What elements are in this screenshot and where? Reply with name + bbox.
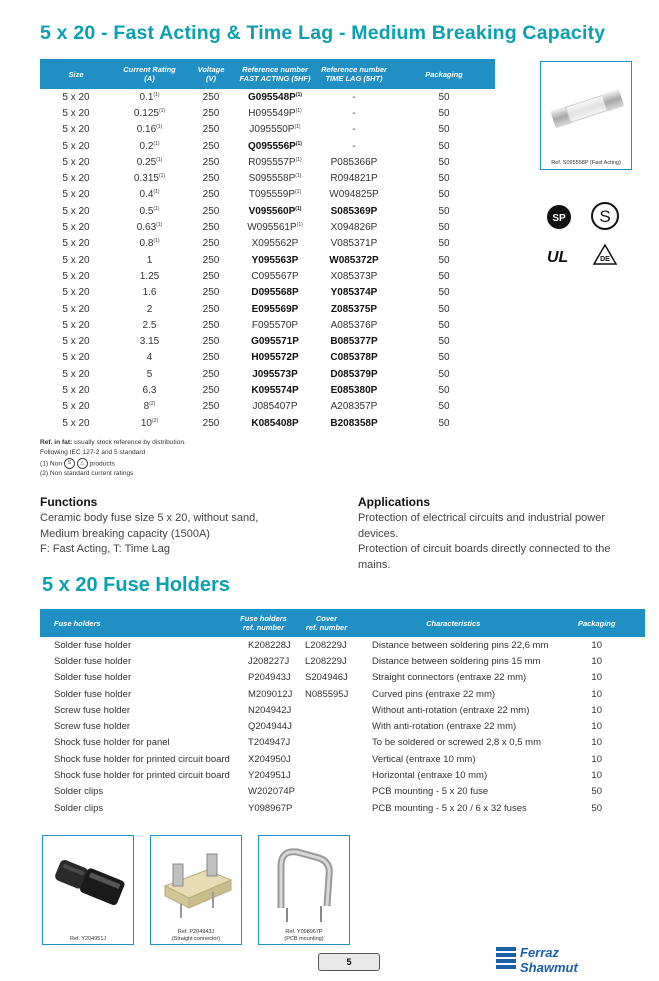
cell-voltage: 250 xyxy=(202,287,220,299)
ferraz-shawmut-logo xyxy=(496,943,631,975)
footnote-mark: (1) xyxy=(295,156,302,163)
cell-holder-name: Solder clips xyxy=(54,786,104,798)
cell-rating: 0.2$^{(1)}$ xyxy=(139,140,160,152)
shock-fuse-holder-image xyxy=(43,836,133,928)
cell-packaging: 50 xyxy=(438,91,450,103)
cell-cover-ref xyxy=(295,767,358,783)
cell-packaging: 50 xyxy=(438,156,450,168)
applications-line: mains. xyxy=(358,558,391,571)
cell-rating: 2 xyxy=(146,303,153,315)
cell-rating: 0.8$^{(1)}$ xyxy=(139,238,160,250)
cell-cover-ref xyxy=(295,718,358,734)
cell-fast-ref: H095572P xyxy=(251,352,299,364)
footnote-mark: (1) xyxy=(295,140,302,147)
svg-text:Ferraz: Ferraz xyxy=(520,945,560,960)
cell-lag-ref: Y085374P xyxy=(330,287,378,299)
col-lag-ref: Reference number TIME LAG (5HT) xyxy=(315,59,393,89)
fuse-row xyxy=(40,301,495,317)
photo-p204943j xyxy=(150,835,242,945)
col-holder-name: Fuse holders xyxy=(40,609,232,637)
cell-holder-name: Solder fuse holder xyxy=(54,639,132,651)
svg-text:Shawmut: Shawmut xyxy=(520,960,578,975)
cell-voltage: 250 xyxy=(202,384,220,396)
cell-fast-ref: K095574P xyxy=(251,384,299,396)
cell-size: 5 x 20 xyxy=(62,352,90,364)
cell-characteristics: To be soldered or screwed 2,8 x 0,5 mm xyxy=(372,737,541,749)
cell-holder-ref: T204947J xyxy=(248,737,291,749)
cell-packaging: 50 xyxy=(438,401,450,413)
product-image xyxy=(540,61,632,170)
footnote-mark: (1) xyxy=(153,205,160,212)
cell-characteristics: Horizontal (entraxe 10 mm) xyxy=(372,770,488,782)
cell-size: 5 x 20 xyxy=(62,270,90,282)
cell-voltage: 250 xyxy=(202,368,220,380)
cell-holder-name: Solder fuse holder xyxy=(54,655,132,667)
cell-size: 5 x 20 xyxy=(62,417,90,429)
col-holder-packaging: Packaging xyxy=(548,609,645,637)
cell-voltage: 250 xyxy=(202,189,220,201)
cell-voltage: 250 xyxy=(202,303,220,315)
cell-size: 5 x 20 xyxy=(62,91,90,103)
cell-size: 5 x 20 xyxy=(62,384,90,396)
fuse-photo xyxy=(541,62,631,154)
cell-holder-packaging: 50 xyxy=(591,802,602,814)
applications-line: Protection of electrical circuits and industrial power xyxy=(358,512,606,524)
fuse-row xyxy=(40,219,495,235)
cell-packaging: 50 xyxy=(438,270,450,282)
cell-holder-ref: N204942J xyxy=(248,704,292,716)
cell-voltage: 250 xyxy=(202,238,220,250)
cell-voltage: 250 xyxy=(202,107,220,119)
applications-heading: Applications xyxy=(358,495,431,509)
photo-y098967p xyxy=(258,835,350,945)
fuse-row xyxy=(40,268,495,284)
cell-holder-packaging: 10 xyxy=(591,688,602,700)
cell-characteristics: PCB mounting - 5 x 20 fuse xyxy=(372,786,489,798)
cell-fast-ref: F095570P xyxy=(251,319,299,331)
cell-lag-ref: W094825P xyxy=(329,189,379,201)
col-size: Size xyxy=(40,59,112,89)
cell-holder-ref: Y204951J xyxy=(248,770,291,782)
cell-holder-ref: Q204944J xyxy=(248,721,292,733)
cell-characteristics: Distance between soldering pins 22,6 mm xyxy=(372,639,549,651)
fuse-row xyxy=(40,170,495,186)
cell-size: 5 x 20 xyxy=(62,287,90,299)
cell-size: 5 x 20 xyxy=(62,336,90,348)
holder-row xyxy=(40,767,645,783)
cell-holder-packaging: 50 xyxy=(591,786,602,798)
cell-characteristics: Straight connectors (entraxe 22 mm) xyxy=(372,672,527,684)
cell-lag-ref: A085376P xyxy=(330,319,378,331)
cell-size: 5 x 20 xyxy=(62,107,90,119)
cell-fast-ref: $T095559P^{(1)}$ xyxy=(248,189,302,201)
cell-fast-ref: $H095549P^{(1)}$ xyxy=(248,107,302,119)
cell-lag-ref: E085380P xyxy=(330,384,378,396)
cell-size: 5 x 20 xyxy=(62,205,90,217)
holder-table-header xyxy=(40,609,645,637)
cell-cover-ref xyxy=(295,735,358,751)
cell-characteristics: Vertical (entraxe 10 mm) xyxy=(372,753,476,765)
fuse-row xyxy=(40,333,495,349)
cell-fast-ref: Y095563P xyxy=(251,254,299,266)
fuse-row xyxy=(40,252,495,268)
cell-fast-ref: $J095550P^{(1)}$ xyxy=(249,124,301,136)
holder-row xyxy=(40,751,645,767)
note-iec: Following IEC 127-2 and 5 standard xyxy=(40,449,146,456)
cell-size: 5 x 20 xyxy=(62,319,90,331)
cell-holder-packaging: 10 xyxy=(591,655,602,667)
cell-rating: 0.5$^{(1)}$ xyxy=(139,205,160,217)
col-holder-ref: Fuse holders ref. number xyxy=(232,609,295,637)
footnote-mark: (1) xyxy=(158,107,166,114)
col-voltage: Voltage (V) xyxy=(187,59,235,89)
cell-packaging: 50 xyxy=(438,173,450,185)
cell-lag-ref: - xyxy=(352,91,356,103)
holder-row xyxy=(40,686,645,702)
cell-lag-ref: R094821P xyxy=(330,173,378,185)
functions-line: Ceramic body fuse size 5 x 20, without sand, xyxy=(40,512,259,524)
footnote-mark: (1) xyxy=(156,156,163,163)
cell-packaging: 50 xyxy=(438,107,450,119)
cell-rating: 5 xyxy=(146,368,153,380)
col-characteristics: Characteristics xyxy=(358,609,548,637)
holder-row xyxy=(40,718,645,734)
solder-clip-image xyxy=(259,836,349,928)
cell-rating: 3.15 xyxy=(139,336,160,348)
fuse-row xyxy=(40,382,495,398)
cell-holder-ref: X204950J xyxy=(248,753,291,765)
holder-row xyxy=(40,702,645,718)
cell-lag-ref: C085378P xyxy=(330,352,378,364)
footnote-mark: (1) xyxy=(295,107,302,114)
cell-voltage: 250 xyxy=(202,173,220,185)
cell-voltage: 250 xyxy=(202,319,220,331)
cell-voltage: 250 xyxy=(202,336,220,348)
fuse-row xyxy=(40,415,495,431)
footnote-mark: (1) xyxy=(153,91,160,98)
cell-rating: 0.16$^{(1)}$ xyxy=(136,124,163,136)
cell-characteristics: Distance between soldering pins 15 mm xyxy=(372,655,541,667)
cell-rating: 0.315$^{(1)}$ xyxy=(133,173,166,185)
page-number: 5 xyxy=(318,953,380,971)
cell-size: 5 x 20 xyxy=(62,303,90,315)
applications-body xyxy=(358,511,611,573)
product-image-caption: Ref. S095558P (Fast Acting) xyxy=(551,160,621,166)
cell-cover-ref xyxy=(295,702,358,718)
cell-fast-ref: J085407P xyxy=(252,401,298,413)
cell-packaging: 50 xyxy=(438,254,450,266)
photo-caption: Ref. Y098967P (PCB mounting) xyxy=(284,929,324,942)
cell-size: 5 x 20 xyxy=(62,156,90,168)
footnote-mark: (2) xyxy=(149,401,156,408)
cell-lag-ref: P085366P xyxy=(330,156,378,168)
footnote-mark: (1) xyxy=(295,189,302,196)
applications-line: devices. xyxy=(358,527,399,540)
ul-icon xyxy=(544,244,578,268)
cell-rating: 8$^{(2)}$ xyxy=(143,401,156,413)
holder-row xyxy=(40,670,645,686)
cell-packaging: 50 xyxy=(438,140,450,152)
cell-holder-packaging: 10 xyxy=(591,721,602,733)
cell-holder-name: Screw fuse holder xyxy=(54,704,131,716)
cell-size: 5 x 20 xyxy=(62,401,90,413)
cell-packaging: 50 xyxy=(438,417,450,429)
cell-cover-ref: L208229J xyxy=(305,655,347,667)
cell-rating: 0.1$^{(1)}$ xyxy=(139,91,160,103)
cell-rating: 2.5 xyxy=(142,319,157,331)
cell-fast-ref: X095562P xyxy=(251,238,299,250)
cell-lag-ref: A208357P xyxy=(330,401,378,413)
csa-icon xyxy=(545,203,573,231)
cell-rating: 6.3 xyxy=(142,384,157,396)
svg-text:SP: SP xyxy=(552,213,566,224)
cell-rating: 0.25$^{(1)}$ xyxy=(136,156,163,168)
cell-packaging: 50 xyxy=(438,319,450,331)
cell-cover-ref: L208229J xyxy=(305,639,347,651)
cell-fast-ref: G095571P xyxy=(251,336,299,348)
cell-holder-packaging: 10 xyxy=(591,704,602,716)
cell-size: 5 x 20 xyxy=(62,222,90,234)
holder-row xyxy=(40,800,645,816)
cell-size: 5 x 20 xyxy=(62,368,90,380)
fuse-row xyxy=(40,105,495,121)
col-rating: Current Rating (A) xyxy=(112,59,187,89)
cell-holder-name: Shock fuse holder for printed circuit board xyxy=(54,753,230,765)
note-2: (2) Non standard current ratings xyxy=(40,470,134,478)
fuse-row xyxy=(40,154,495,170)
cell-voltage: 250 xyxy=(202,254,220,266)
svg-text:S: S xyxy=(599,207,611,226)
cell-lag-ref: - xyxy=(352,140,356,152)
cell-rating: 0.125$^{(1)}$ xyxy=(133,107,166,119)
holder-table xyxy=(40,609,645,816)
photo-caption: Ref. Y204951J xyxy=(69,935,107,942)
footnote-mark: (1) xyxy=(296,222,303,229)
cell-fast-ref: $W095561P^{(1)}$ xyxy=(247,222,303,234)
s-mark-icon xyxy=(590,201,620,231)
cell-packaging: 50 xyxy=(438,124,450,136)
cell-holder-ref: W202074P xyxy=(248,786,296,798)
cell-characteristics: Curved pins (entraxe 22 mm) xyxy=(372,688,496,700)
cell-voltage: 250 xyxy=(202,140,220,152)
cell-size: 5 x 20 xyxy=(62,124,90,136)
cell-voltage: 250 xyxy=(202,91,220,103)
cell-holder-packaging: 10 xyxy=(591,672,602,684)
cell-voltage: 250 xyxy=(202,124,220,136)
cell-rating: 10$^{(2)}$ xyxy=(140,417,159,429)
solder-fuse-holder-image xyxy=(151,836,241,928)
cell-voltage: 250 xyxy=(202,222,220,234)
fuse-row xyxy=(40,122,495,138)
col-packaging: Packaging xyxy=(393,59,495,89)
cell-lag-ref: V085371P xyxy=(330,238,378,250)
footnote-mark: (1) xyxy=(295,205,302,212)
cell-holder-name: Screw fuse holder xyxy=(54,721,131,733)
fuse-row xyxy=(40,399,495,415)
photo-y204951j xyxy=(42,835,134,945)
fuse-row xyxy=(40,317,495,333)
cell-lag-ref: X085373P xyxy=(330,270,378,282)
cell-voltage: 250 xyxy=(202,401,220,413)
cell-fast-ref: $R095557P^{(1)}$ xyxy=(248,156,302,168)
holder-row xyxy=(40,784,645,800)
footnote-mark: (2) xyxy=(152,417,159,424)
cell-voltage: 250 xyxy=(202,270,220,282)
fuse-table xyxy=(40,59,495,431)
cell-holder-ref: Y098967P xyxy=(248,802,293,814)
svg-text:DE: DE xyxy=(600,256,610,263)
col-fast-ref: Reference number FAST ACTING (5HF) xyxy=(235,59,315,89)
footnote-mark: (1) xyxy=(153,189,160,196)
cell-fast-ref: E095569P xyxy=(251,303,299,315)
page-title: 5 x 20 - Fast Acting & Time Lag - Medium Breaking Capacity xyxy=(40,22,606,44)
cell-rating: 0.63$^{(1)}$ xyxy=(136,222,163,234)
cell-holder-ref: K208228J xyxy=(248,639,291,651)
cell-fast-ref: $V095560P^{(1)}$ xyxy=(248,205,302,217)
fuse-row xyxy=(40,203,495,219)
cell-fast-ref: C095567P xyxy=(251,270,299,282)
footnote-mark: (1) xyxy=(295,91,302,98)
cell-rating: 1.25 xyxy=(139,270,160,282)
cell-packaging: 50 xyxy=(438,368,450,380)
cell-cover-ref xyxy=(295,751,358,767)
cell-holder-packaging: 10 xyxy=(591,639,602,651)
cell-fast-ref: K085408P xyxy=(251,417,299,429)
cell-voltage: 250 xyxy=(202,417,220,429)
cell-packaging: 50 xyxy=(438,352,450,364)
cell-holder-name: Solder fuse holder xyxy=(54,672,132,684)
cell-voltage: 250 xyxy=(202,156,220,168)
holders-title: 5 x 20 Fuse Holders xyxy=(42,574,230,596)
footnote-mark: (1) xyxy=(294,124,301,131)
note-ref: Ref. in fat: usually stock reference by distribution. xyxy=(40,439,186,446)
cell-fast-ref: $G095548P^{(1)}$ xyxy=(248,91,302,103)
table-notes xyxy=(40,438,186,479)
cell-fast-ref: $S095558P^{(1)}$ xyxy=(248,173,302,185)
cell-size: 5 x 20 xyxy=(62,254,90,266)
vde-icon xyxy=(592,243,618,267)
cell-lag-ref: B208358P xyxy=(330,417,378,429)
cell-packaging: 50 xyxy=(438,189,450,201)
fuse-table-header xyxy=(40,59,495,89)
fuse-row xyxy=(40,89,495,105)
footnote-mark: (1) xyxy=(156,222,163,229)
cell-rating: 1 xyxy=(146,254,153,266)
fuse-row xyxy=(40,366,495,382)
functions-body xyxy=(40,511,258,558)
footnote-mark: (1) xyxy=(156,124,163,131)
cell-fast-ref: D095568P xyxy=(251,287,299,299)
cell-packaging: 50 xyxy=(438,336,450,348)
cell-lag-ref: W085372P xyxy=(329,254,379,266)
cell-packaging: 50 xyxy=(438,303,450,315)
holder-row xyxy=(40,653,645,669)
cell-holder-ref: M209012J xyxy=(248,688,293,700)
cell-packaging: 50 xyxy=(438,222,450,234)
cell-lag-ref: D085379P xyxy=(330,368,378,380)
fuse-row xyxy=(40,285,495,301)
cell-size: 5 x 20 xyxy=(62,189,90,201)
cell-lag-ref: S085369P xyxy=(330,205,378,217)
functions-line: F: Fast Acting, T: Time Lag xyxy=(40,543,171,555)
cell-cover-ref: S204946J xyxy=(305,672,348,684)
cell-size: 5 x 20 xyxy=(62,238,90,250)
cell-holder-packaging: 10 xyxy=(591,737,602,749)
cell-packaging: 50 xyxy=(438,205,450,217)
cell-rating: 1.6 xyxy=(142,287,157,299)
cell-holder-ref: J208227J xyxy=(248,655,290,667)
cell-lag-ref: X094826P xyxy=(330,222,378,234)
cell-fast-ref: $Q095556P^{(1)}$ xyxy=(248,140,302,152)
cell-rating: 4 xyxy=(146,352,153,364)
fuse-row xyxy=(40,350,495,366)
footnote-mark: (1) xyxy=(153,140,160,147)
cell-cover-ref: N085595J xyxy=(305,688,349,700)
cell-holder-name: Shock fuse holder for panel xyxy=(54,737,170,749)
cell-voltage: 250 xyxy=(202,205,220,217)
cell-lag-ref: - xyxy=(352,107,356,119)
cell-fast-ref: J095573P xyxy=(252,368,298,380)
footnote-mark: (1) xyxy=(153,238,160,245)
cell-cover-ref xyxy=(295,784,358,800)
cell-holder-name: Shock fuse holder for printed circuit board xyxy=(54,770,230,782)
holder-row xyxy=(40,735,645,751)
cell-holder-packaging: 10 xyxy=(591,753,602,765)
note-1: (1) Non S △ products xyxy=(40,460,115,468)
cell-packaging: 50 xyxy=(438,238,450,250)
cell-lag-ref: Z085375P xyxy=(330,303,378,315)
cell-characteristics: With anti-rotation (entraxe 22 mm) xyxy=(372,721,517,733)
cell-characteristics: Without anti-rotation (entraxe 22 mm) xyxy=(372,704,530,716)
cell-rating: 0.4$^{(1)}$ xyxy=(139,189,160,201)
cell-packaging: 50 xyxy=(438,384,450,396)
cell-packaging: 50 xyxy=(438,287,450,299)
cell-voltage: 250 xyxy=(202,352,220,364)
cell-holder-ref: P204943J xyxy=(248,672,291,684)
functions-line: Medium breaking capacity (1500A) xyxy=(40,527,210,540)
s-mark-icon: S xyxy=(64,458,75,469)
cell-size: 5 x 20 xyxy=(62,140,90,152)
cell-holder-name: Solder clips xyxy=(54,802,104,814)
cell-lag-ref: - xyxy=(352,124,356,136)
fuse-row xyxy=(40,236,495,252)
cell-size: 5 x 20 xyxy=(62,173,90,185)
applications-line: Protection of circuit boards directly connected to the xyxy=(358,543,611,555)
photo-caption: Ref. P204943J (Straight connector) xyxy=(171,929,221,942)
cell-holder-name: Solder fuse holder xyxy=(54,688,132,700)
cell-characteristics: PCB mounting - 5 x 20 / 6 x 32 fuses xyxy=(372,802,527,814)
footnote-mark: (1) xyxy=(158,173,166,180)
cell-lag-ref: B085377P xyxy=(330,336,378,348)
col-cover-ref: Cover ref. number xyxy=(295,609,358,637)
fuse-row xyxy=(40,187,495,203)
vde-icon: △ xyxy=(77,458,88,469)
cell-holder-packaging: 10 xyxy=(591,770,602,782)
svg-text:UL: UL xyxy=(547,249,569,266)
functions-heading: Functions xyxy=(40,495,98,509)
cell-cover-ref xyxy=(295,800,358,816)
footnote-mark: (1) xyxy=(295,173,302,180)
holder-row xyxy=(40,637,645,653)
fuse-row xyxy=(40,138,495,154)
